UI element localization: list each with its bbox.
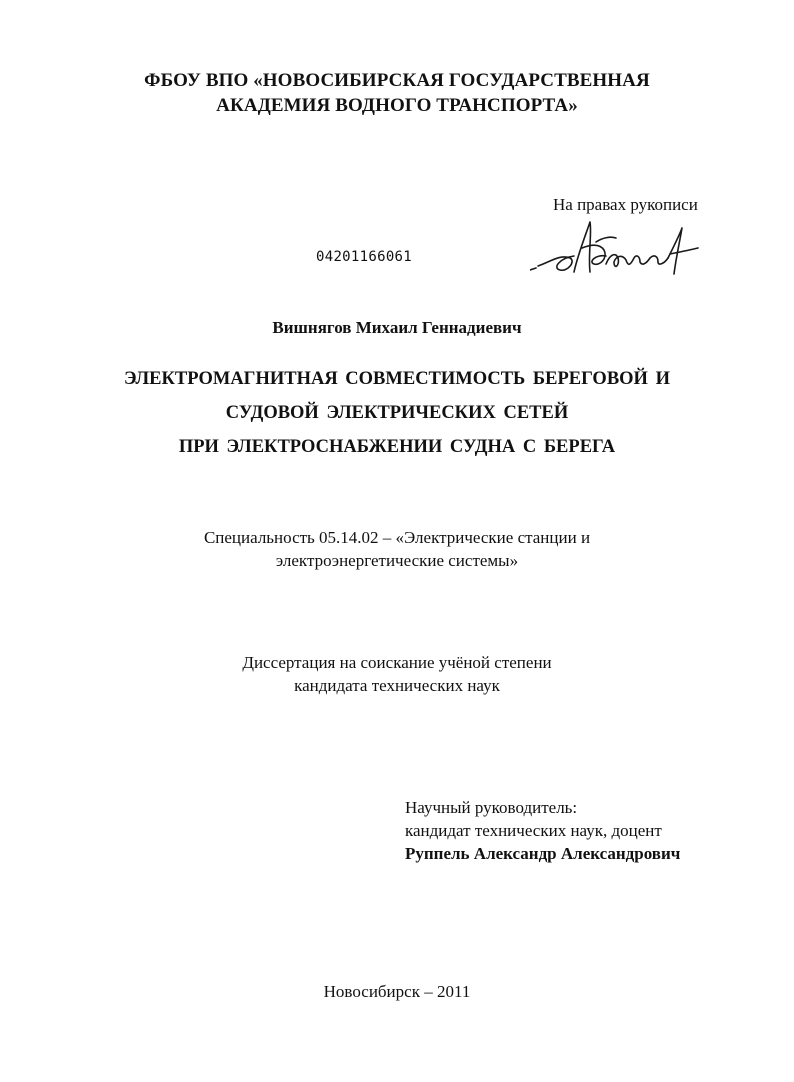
specialty-line-2: электроэнергетические системы» [275,551,519,570]
dissertation-title [0,362,794,464]
title-line-3: ПРИ ЭЛЕКТРОСНАБЖЕНИИ СУДНА С БЕРЕГА [178,437,616,457]
degree-line-1: Диссертация на соискание учёной степени [242,653,552,672]
serial-number: 04201166061 [316,249,413,265]
handwritten-signature-icon [530,214,710,294]
advisor-block [405,796,680,865]
organization-line-2: АКАДЕМИЯ ВОДНОГО ТРАНСПОРТА» [216,95,578,116]
organization-header [0,68,794,118]
author-name: Вишнягов Михаил Геннадиевич [272,318,522,337]
title-line-1: ЭЛЕКТРОМАГНИТНАЯ СОВМЕСТИМОСТЬ БЕРЕГОВОЙ И [124,369,670,389]
city-year: Новосибирск – 2011 [323,982,471,1001]
advisor-credentials: кандидат технических наук, доцент [405,821,662,840]
title-line-2: СУДОВОЙ ЭЛЕКТРИЧЕСКИХ СЕТЕЙ [225,403,569,423]
advisor-label: Научный руководитель: [405,798,578,817]
degree-block [0,651,794,697]
degree-line-2: кандидата технических наук [294,676,500,695]
organization-line-1: ФБОУ ВПО «НОВОСИБИРСКАЯ ГОСУДАРСТВЕННАЯ [144,70,650,91]
advisor-name: Руппель Александр Александрович [405,844,681,863]
specialty-line-1: Специальность 05.14.02 – «Электрические станции и [203,528,591,547]
manuscript-rights-label: На правах рукописи [553,195,698,214]
specialty-block [0,526,794,572]
